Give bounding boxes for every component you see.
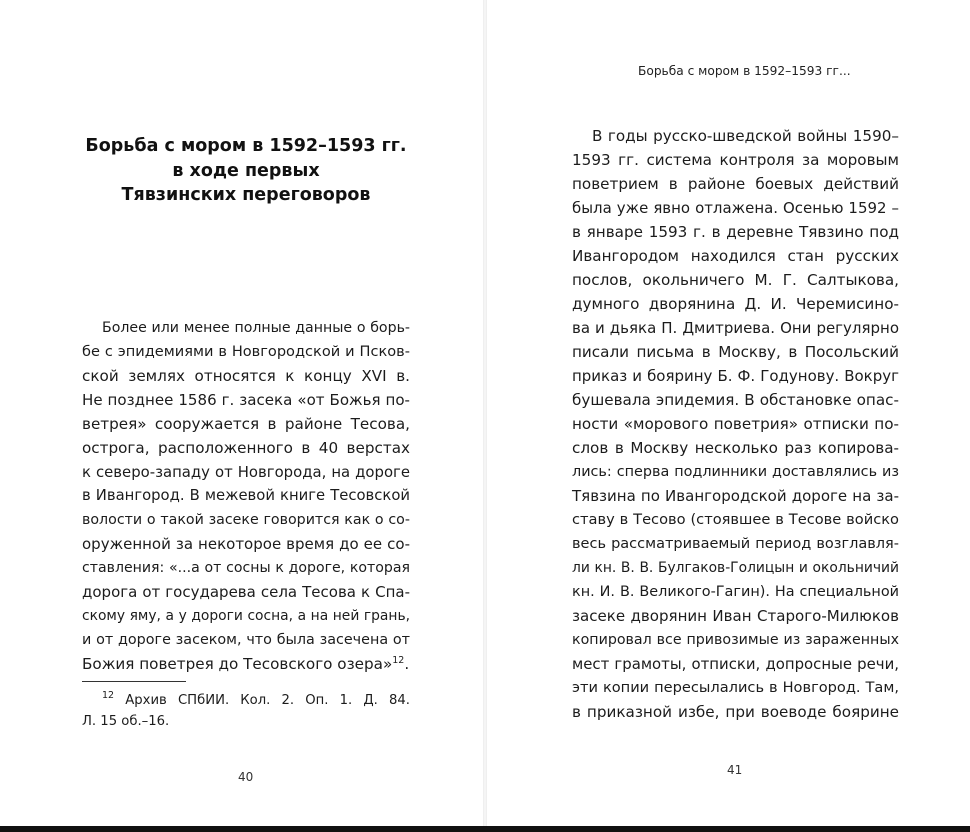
text-line: волости о такой засеке говорится как о со-	[82, 512, 410, 528]
chapter-title-line: Борьба с мором в 1592–1593 гг.	[85, 136, 407, 156]
text-line: послов, окольничего М. Г. Салтыкова,	[572, 271, 899, 289]
text-line: кн. И. В. Великого-Гагин). На специальной	[572, 584, 899, 600]
text-line: Не позднее 1586 г. засека «от Божья по-	[82, 391, 410, 409]
text-line: к северо-западу от Новгорода, на дороге	[82, 463, 410, 481]
text-line: ва и дьяка П. Дмитриева. Они регулярно	[572, 319, 899, 337]
text-line: бе с эпидемиями в Новгородской и Псков-	[82, 343, 410, 360]
footnote-text: Архив СПбИИ. Кол. 2. Оп. 1. Д. 84.	[125, 693, 410, 708]
text-line: дорога от государева села Тесова к Спа-	[82, 583, 410, 601]
text-line-last: Божия поветрея до Тесовского озера»$^{12}$.	[82, 655, 410, 673]
right-body-text	[572, 124, 899, 724]
footnote	[82, 690, 410, 732]
footnote-line: Л. 15 об.–16.	[82, 714, 170, 729]
text-line: скому яму, а у дороги сосна, а на ней грань,	[82, 608, 410, 624]
text-line: засеке дворянин Иван Старого-Милюков	[572, 607, 899, 625]
text-line: оруженной за некоторое время до ее со-	[82, 535, 410, 553]
footnote-number: 12	[102, 690, 115, 701]
footnote-marker[interactable]: 12	[392, 655, 405, 666]
text-line: поветрием в районе боевых действий	[572, 175, 899, 193]
text-line-content: Божия поветрея до Тесовского озера»	[82, 655, 393, 673]
text-line: ставления: «...а от сосны к дороге, которая	[82, 560, 410, 576]
left-body-text	[82, 316, 410, 676]
footnote-line	[82, 690, 410, 711]
text-line: мест грамоты, отписки, допросные речи,	[572, 655, 899, 673]
text-line: в январе 1593 г. в деревне Тявзино под	[572, 223, 899, 241]
text-line: бушевала эпидемия. В обстановке опас-	[572, 391, 899, 409]
text-line: ветрея» сооружается в районе Тесова,	[82, 415, 410, 433]
running-head: Борьба с мором в 1592–1593 гг...	[638, 64, 851, 78]
chapter-title	[82, 134, 410, 208]
text-line: Тявзина по Ивангородской дороге на за-	[572, 487, 899, 505]
text-line: ности «морового поветрия» отписки по-	[572, 415, 899, 433]
page-number-right: 41	[727, 763, 743, 777]
text-line: в приказной избе, при воеводе боярине	[572, 703, 899, 721]
text-line: 1593 гг. система контроля за моровым	[572, 151, 899, 169]
text-line: и от дороге засеком, что была засечена от	[82, 632, 410, 648]
chapter-title-line: Тявзинских переговоров	[121, 185, 371, 205]
scan-bottom-edge	[0, 826, 970, 832]
text-line: весь рассматриваемый период возглавля-	[572, 536, 899, 552]
text-line: В годы русско-шведской войны 1590–	[592, 127, 899, 145]
text-line: писали письма в Москву, в Посольский	[572, 343, 899, 361]
text-line: копировал все привозимые из зараженных	[572, 632, 899, 648]
text-line: острога, расположенного в 40 верстах	[82, 439, 410, 457]
text-line: ставу в Тесово (стоявшее в Тесове войско	[572, 511, 899, 528]
text-line: Ивангородом находился стан русских	[572, 247, 899, 265]
text-line: в Ивангород. В межевой книге Тесовской	[82, 487, 410, 504]
text-line: приказ и боярину Б. Ф. Годунову. Вокруг	[572, 367, 899, 385]
page-number-left: 40	[238, 770, 254, 784]
chapter-title-line: в ходе первых	[172, 160, 320, 181]
text-line: слов в Москву несколько раз копирова-	[572, 439, 899, 457]
text-line: ской землях относятся к концу XVI в.	[82, 367, 410, 385]
book-gutter	[483, 0, 487, 832]
text-line: Более или менее полные данные о борь-	[102, 320, 410, 336]
text-line: лись: сперва подлинники доставлялись из	[572, 464, 899, 480]
text-line: думного дворянина Д. И. Черемисино-	[572, 295, 899, 313]
footnote-divider	[82, 681, 186, 682]
text-line: была уже явно отлажена. Осенью 1592 –	[572, 199, 899, 217]
text-line: ли кн. В. В. Булгаков-Голицын и окольничий	[572, 560, 899, 576]
text-line: эти копии пересылались в Новгород. Там,	[572, 679, 899, 696]
